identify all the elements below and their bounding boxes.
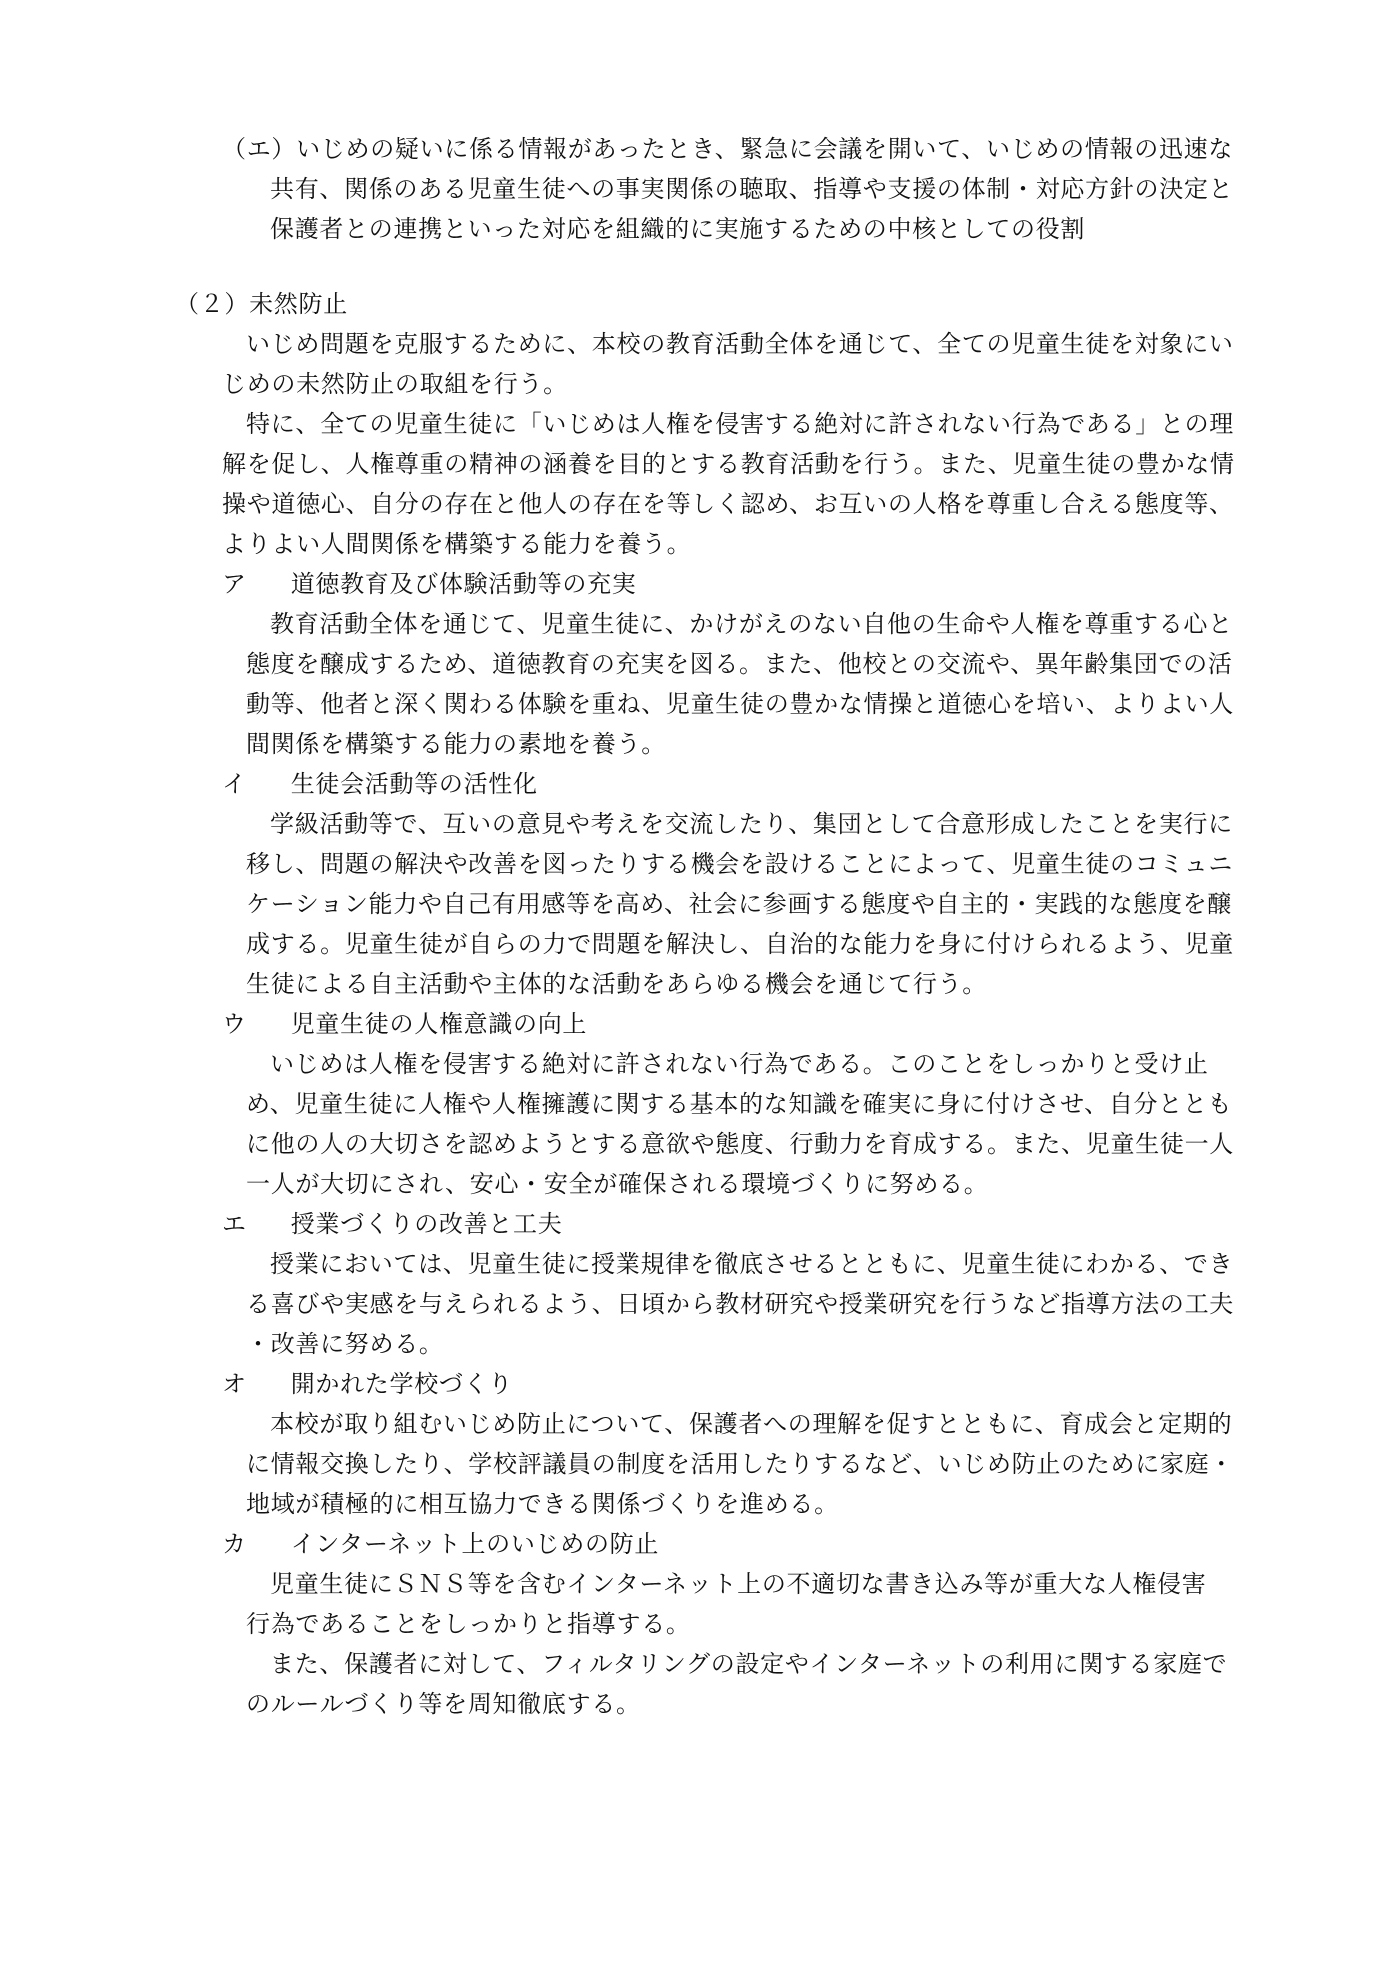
item-a-line-4: 間関係を構築する能力の素地を養う。 <box>246 730 666 758</box>
item-e-title: 授業づくりの改善と工夫 <box>290 1210 563 1238</box>
item-u-line-2: め、児童生徒に人権や人権擁護に関する基本的な知識を確実に身に付けさせ、自分ととも <box>246 1090 1233 1118</box>
item-i-line-2: 移し、問題の解決や改善を図ったりする機会を設けることによって、児童生徒のコミュニ <box>246 850 1234 878</box>
e-item-line-2: 共有、関係のある児童生徒への事実関係の聴取、指導や支援の体制・対応方針の決定と <box>270 175 1234 203</box>
item-a-line-2: 態度を醸成するため、道徳教育の充実を図る。また、他校との交流や、異年齢集団での活 <box>246 650 1233 678</box>
para2-line-3: 操や道徳心、自分の存在と他人の存在を等しく認め、お互いの人格を尊重し合える態度等、 <box>222 490 1234 518</box>
item-ka-line-4: のルールづくり等を周知徹底する。 <box>246 1690 641 1718</box>
item-o-line-1: 本校が取り組むいじめ防止について、保護者への理解を促すとともに、育成会と定期的 <box>270 1410 1233 1438</box>
item-i-line-1: 学級活動等で、互いの意見や考えを交流したり、集団として合意形成したことを実行に <box>270 810 1233 838</box>
item-u-line-4: 一人が大切にされ、安心・安全が確保される環境づくりに努める。 <box>246 1170 989 1198</box>
item-o-line-2: に情報交換したり、学校評議員の制度を活用したりするなど、いじめ防止のために家庭・ <box>246 1450 1234 1478</box>
item-i-line-4: 成する。児童生徒が自らの力で問題を解決し、自治的な能力を身に付けられるよう、児童 <box>246 930 1234 958</box>
item-i-title: 生徒会活動等の活性化 <box>290 770 538 798</box>
item-i-heading <box>222 764 538 804</box>
item-a-heading <box>222 564 637 604</box>
item-a-line-1: 教育活動全体を通じて、児童生徒に、かけがえのない自他の生命や人権を尊重する心と <box>270 610 1233 638</box>
item-o-title: 開かれた学校づくり <box>290 1370 514 1398</box>
item-e-label: エ <box>222 1210 247 1238</box>
para1-line-2: じめの未然防止の取組を行う。 <box>222 370 568 398</box>
item-e-line-3: ・改善に努める。 <box>246 1330 444 1358</box>
item-u-line-1: いじめは人権を侵害する絶対に許されない行為である。このことをしっかりと受け止 <box>270 1050 1209 1078</box>
item-ka-line-2: 行為であることをしっかりと指導する。 <box>246 1610 691 1638</box>
item-a-label: ア <box>222 570 247 598</box>
para2-line-1: 特に、全ての児童生徒に「いじめは人権を侵害する絶対に許されない行為である」との理 <box>246 410 1234 438</box>
item-u-heading <box>222 1004 587 1044</box>
item-u-title: 児童生徒の人権意識の向上 <box>290 1010 588 1038</box>
para2-line-4: よりよい人間関係を構築する能力を養う。 <box>222 530 692 558</box>
item-o-label: オ <box>222 1370 247 1398</box>
item-i-label: イ <box>222 770 247 798</box>
item-o-heading <box>222 1364 513 1404</box>
item-u-line-3: に他の人の大切さを認めようとする意欲や態度、行動力を育成する。また、児童生徒一人 <box>246 1130 1234 1158</box>
item-ka-label: カ <box>222 1530 247 1558</box>
item-e-line-2: る喜びや実感を与えられるよう、日頃から教材研究や授業研究を行うなど指導方法の工夫 <box>246 1290 1234 1318</box>
item-i-line-5: 生徒による自主活動や主体的な活動をあらゆる機会を通じて行う。 <box>246 970 987 998</box>
item-a-title: 道徳教育及び体験活動等の充実 <box>290 570 637 598</box>
section-heading: （２）未然防止 <box>175 290 348 318</box>
item-ka-heading <box>222 1524 659 1564</box>
item-i-line-3: ケーション能力や自己有用感等を高め、社会に参画する態度や自主的・実践的な態度を醸 <box>246 890 1233 918</box>
e-item-line-1: （エ）いじめの疑いに係る情報があったとき、緊急に会議を開いて、いじめの情報の迅速な <box>222 135 1234 163</box>
item-o-line-3: 地域が積極的に相互協力できる関係づくりを進める。 <box>246 1490 839 1518</box>
item-ka-line-1: 児童生徒にＳＮＳ等を含むインターネット上の不適切な書き込み等が重大な人権侵害 <box>270 1570 1207 1598</box>
item-a-line-3: 動等、他者と深く関わる体験を重ね、児童生徒の豊かな情操と道徳心を培い、よりよい人 <box>246 690 1234 718</box>
item-e-heading <box>222 1204 562 1244</box>
item-u-label: ウ <box>222 1010 247 1038</box>
item-ka-line-3: また、保護者に対して、フィルタリングの設定やインターネットの利用に関する家庭で <box>270 1650 1228 1678</box>
para2-line-2: 解を促し、人権尊重の精神の涵養を目的とする教育活動を行う。また、児童生徒の豊かな情 <box>222 450 1235 478</box>
e-item-line-3: 保護者との連携といった対応を組織的に実施するための中核としての役割 <box>270 215 1086 243</box>
item-ka-title: インターネット上のいじめの防止 <box>290 1530 660 1558</box>
item-e-line-1: 授業においては、児童生徒に授業規律を徹底させるとともに、児童生徒にわかる、でき <box>270 1250 1234 1278</box>
para1-line-1: いじめ問題を克服するために、本校の教育活動全体を通じて、全ての児童生徒を対象にい <box>246 330 1234 358</box>
